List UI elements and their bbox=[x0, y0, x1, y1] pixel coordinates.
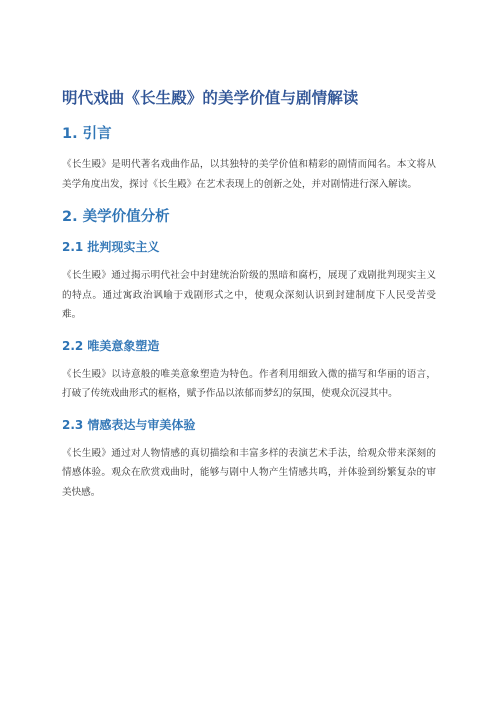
section-heading-introduction: 1. 引言 bbox=[62, 126, 112, 142]
document-title: 明代戏曲《长生殿》的美学价值与剧情解读 bbox=[62, 89, 359, 107]
subsection-heading-emotional-expression: 2.3 情感表达与审美体验 bbox=[62, 417, 196, 432]
subsection-heading-aesthetic-imagery: 2.2 唯美意象塑造 bbox=[62, 338, 160, 353]
paragraph-critical-realism: 《长生殿》通过揭示明代社会中封建统治阶级的黑暗和腐朽，展现了戏剧批判现实主义的特点。通过寓政治讽喻于戏剧形式之中，使观众深刻认识到封建制度下人民受苦受难。 bbox=[62, 270, 436, 320]
paragraph-aesthetic-imagery: 《长生殿》以诗意般的唯美意象塑造为特色。作者利用细致入微的描写和华丽的语言，打破了传统戏曲形式的框格，赋予作品以浓郁而梦幻的氛围，使观众沉浸其中。 bbox=[62, 368, 436, 399]
paragraph-emotional-expression: 《长生殿》通过对人物情感的真切描绘和丰富多样的表演艺术手法，给观众带来深刻的情感体验。观众在欣赏戏曲时，能够与剧中人物产生情感共鸣，并体验到纷繁复杂的审美快感。 bbox=[62, 447, 436, 498]
paragraph-introduction: 《长生殿》是明代著名戏曲作品，以其独特的美学价值和精彩的剧情而闻名。本文将从美学角度出发，探讨《长生殿》在艺术表现上的创新之处，并对剧情进行深入解读。 bbox=[62, 159, 436, 190]
section-heading-aesthetic-value: 2. 美学价值分析 bbox=[62, 209, 170, 225]
subsection-heading-critical-realism: 2.1 批判现实主义 bbox=[62, 240, 160, 254]
